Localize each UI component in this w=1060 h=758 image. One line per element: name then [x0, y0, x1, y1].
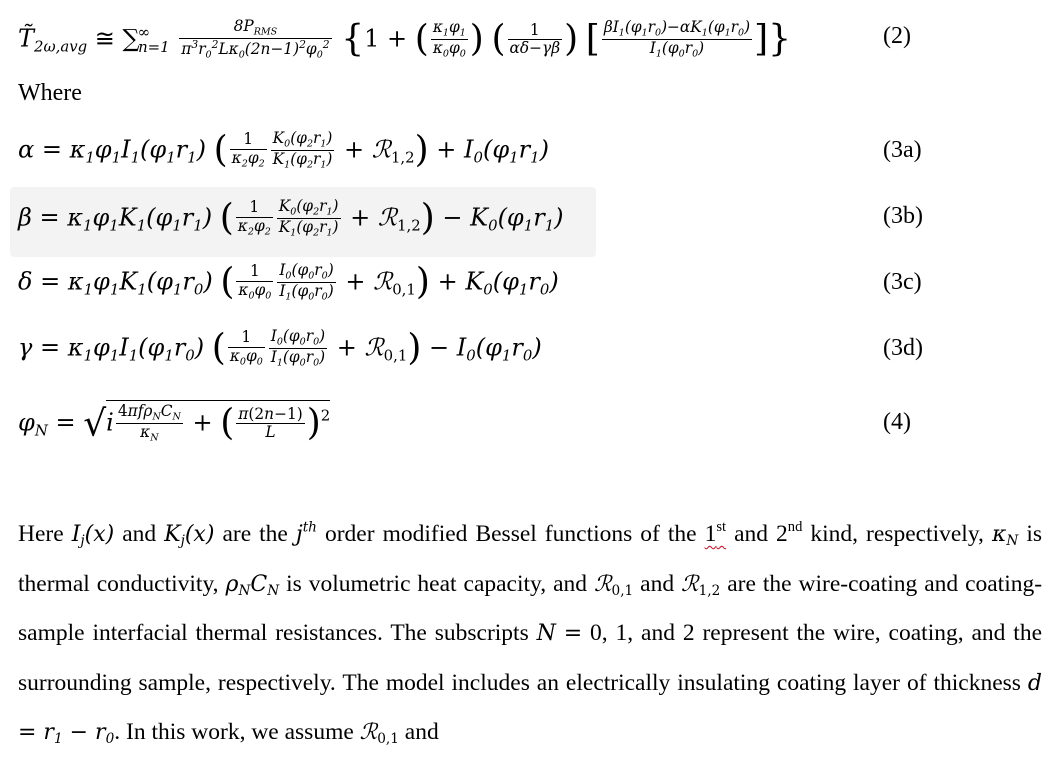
equation-4: $\varphi_N = √i$ $\frac{4\pi f\rho_NC_N}{\kappa_N}$ + ( $\frac{\pi(2n-1)}{L}$ )$^2$ [18, 402, 331, 445]
para-text-7: is thermal conductivity, [18, 521, 1043, 597]
para-text-8: is volumetric heat capacity, and [286, 570, 588, 597]
para-text-9: and [640, 570, 675, 597]
para-text-2: and [122, 521, 157, 547]
equation-3d-number: (3d) [883, 335, 923, 361]
equation-2: $T̃_{2\omega,avg}$ ≅ $\sum^\infty_{n=1}$ $\frac{8P_{RMS}}{\pi^3r_0^2L\kappa_0(2n-1)^2\varphi_0^2}$ {1 + ( $\frac{\kappa_1\varphi_1}{\kappa_0\varphi_0}$ ) ( $\frac{1}{\alpha\delta-\gamma\beta}$ ) [ $\frac{\beta I_1(\varphi_1r_0)-\alpha K_1(\varphi_1r_0)}{I_1(\varphi_0r_0)}$ ]} [18, 17, 792, 61]
equation-4-number: (4) [883, 409, 911, 435]
equation-2-number: (2) [883, 23, 911, 49]
where-label: Where [18, 80, 82, 106]
para-text-3: are the [222, 521, 288, 547]
equation-3b: $\beta = \kappa_1\varphi_1K_1(\varphi_1r_1)$ ( $\frac{1}{\kappa_2\varphi_2}$ $\frac{K_0(\varphi_2r_1)}{K_1(\varphi_2r_1)}$ + ℛ$_{1,2}$) − $K_0(\varphi_1r_1)$ [18, 197, 564, 239]
equation-3d: $\gamma = \kappa_1\varphi_1I_1(\varphi_1r_0)$ ( $\frac{1}{\kappa_0\varphi_0}$ $\frac{I_0(\varphi_0r_0)}{I_1(\varphi_0r_0)}$ + ℛ$_{0,1}$) − $I_0(\varphi_1r_0)$ [18, 327, 542, 369]
equation-3c-number: (3c) [883, 269, 922, 295]
para-text-4: order modified Bessel functions of the [324, 521, 697, 547]
equation-3b-number: (3b) [883, 203, 923, 229]
para-text-13: and [404, 719, 439, 745]
equation-3a-number: (3a) [883, 137, 922, 163]
para-text-12: . In this work, we assume [114, 719, 354, 745]
spellcheck-marked-ordinal[interactable]: 1st [704, 518, 727, 547]
para-text-1: Here [18, 521, 64, 547]
para-text-10: are the wire-coating and coating-sample interfacial thermal resistances. The subscripts [18, 570, 1043, 646]
body-paragraph: Here Ij(x) and Kj(x) are the $j^{th}$ order modified Bessel functions of the 1st and 2nd kind, respectively, κN is thermal conductivity, ρNCN is volumetric heat capacity, and ℛ0,1 and ℛ1,2 are the wire-coating and coating-sample interfacial thermal resistances. The subscripts N = 0, 1, and 2 represent the wire, coating, and the surrounding sample, respectively. The model includes an electrically insulating coating layer of thickness d = r1 − r0. In this work, we assume ℛ0,1 and [18, 518, 1043, 748]
para-text-11: 0, 1, and 2 represent the wire, coating, and the surrounding sample, respectively. The model includes an electrically insulating coating layer of thickness [18, 620, 1042, 696]
equation-3a: $\alpha = \kappa_1\varphi_1I_1(\varphi_1r_1)$ ( $\frac{1}{\kappa_2\varphi_2}$ $\frac{K_0(\varphi_2r_1)}{K_1(\varphi_2r_1)}$ + ℛ$_{1,2}$) + $I_0(\varphi_1r_1)$ [18, 129, 549, 171]
para-text-6: kind, respectively, [810, 521, 984, 547]
para-text-5: and [734, 521, 769, 547]
equation-3c: $\delta = \kappa_1\varphi_1K_1(\varphi_1r_0)$ ( $\frac{1}{\kappa_0\varphi_0}$ $\frac{I_0(\varphi_0r_0)}{I_1(\varphi_0r_0)}$ + ℛ$_{0,1}$) + $K_0(\varphi_1r_0)$ [18, 261, 559, 303]
